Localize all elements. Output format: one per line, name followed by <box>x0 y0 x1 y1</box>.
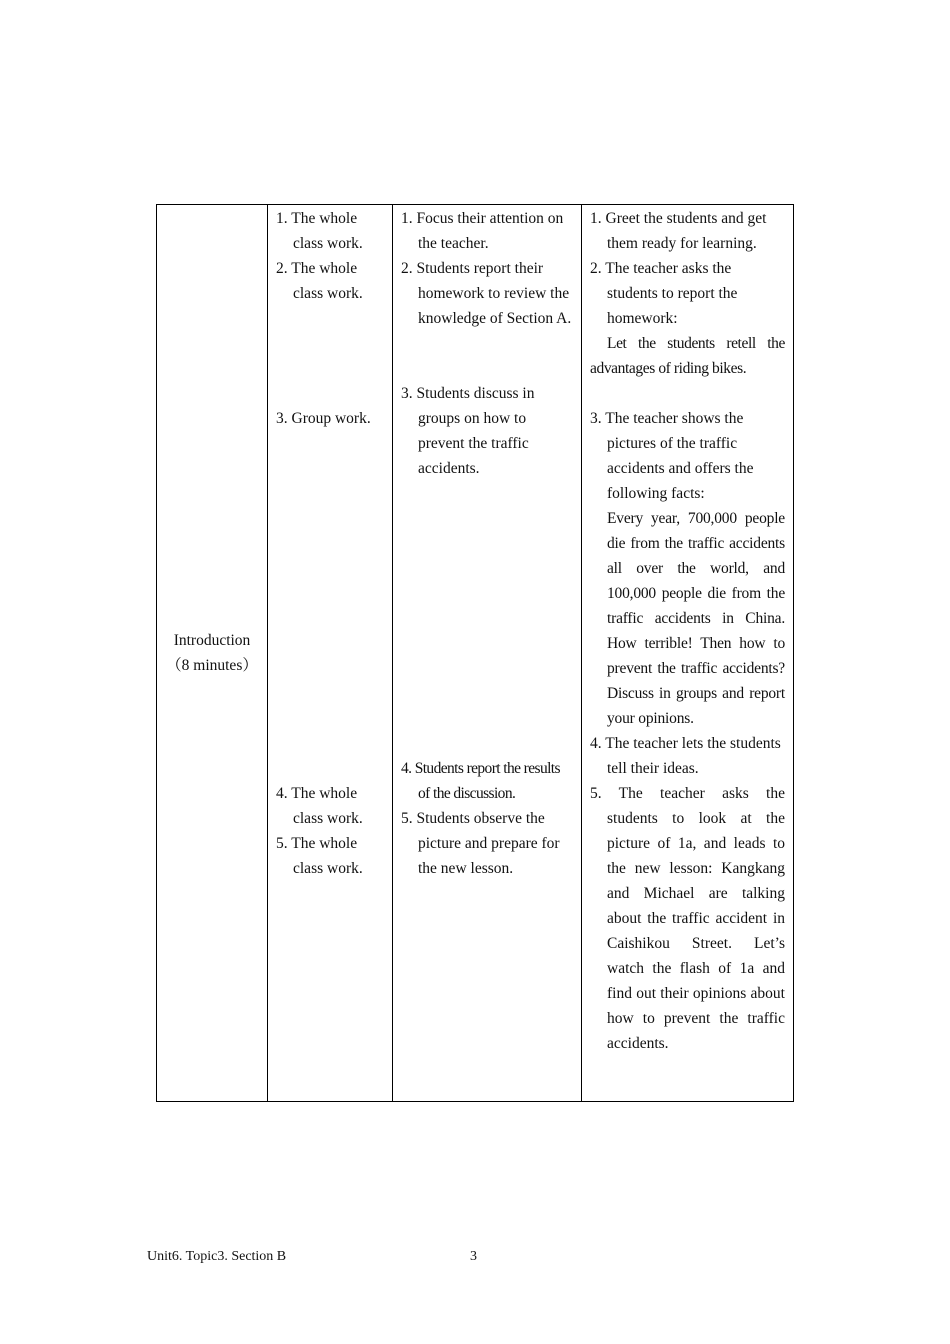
stage-duration: （8 minutes） <box>166 657 258 674</box>
student-item-3: 3. Students discuss in groups on how to prevent the traffic accidents. <box>401 385 535 477</box>
student-activity-cell <box>393 205 582 1102</box>
teacher-item-2-detail: Let the students retell the advantages of riding bikes. <box>590 335 785 377</box>
form-item-5: 5. The whole class work. <box>276 835 363 877</box>
student-item-4: 4. Students report the results of the discussion. <box>401 760 560 802</box>
table-row <box>157 205 794 1102</box>
student-item-5: 5. Students observe the picture and prepare for the new lesson. <box>401 810 560 877</box>
teacher-item-3-detail: Every year, 700,000 people die from the traffic accidents all over the world, and 100,000 people die from the traffic accidents in China. How terrible! Then how to prevent the traffic accidents? Discuss in groups and report your opinions. <box>607 510 785 727</box>
stage-cell <box>157 205 268 1102</box>
teacher-item-4: 4. The teacher lets the students tell their ideas. <box>590 735 781 777</box>
form-cell <box>268 205 393 1102</box>
lesson-plan-table <box>156 204 794 1102</box>
form-item-4: 4. The whole class work. <box>276 785 363 827</box>
form-item-1: 1. The whole class work. <box>276 210 363 252</box>
teacher-item-2: 2. The teacher asks the students to report the homework: <box>590 260 738 327</box>
footer-section-label: Unit6. Topic3. Section B <box>147 1249 287 1264</box>
student-item-1: 1. Focus their attention on the teacher. <box>401 210 564 252</box>
page-number: 3 <box>470 1249 477 1264</box>
teacher-item-1: 1. Greet the students and get them ready for learning. <box>590 210 767 252</box>
teacher-item-5: 5. The teacher asks the students to look at the picture of 1a, and leads to the new lesson: Kangkang and Michael are talking about the traffic accident in Caishikou Street. Let’s watch the flash of 1a and find out their opinions about how to prevent the traffic accidents. <box>590 785 785 1052</box>
teacher-activity-cell <box>582 205 794 1102</box>
form-item-3: 3. Group work. <box>276 410 371 427</box>
stage-name: Introduction <box>173 632 251 649</box>
student-item-2: 2. Students report their homework to review the knowledge of Section A. <box>401 260 572 327</box>
form-item-2: 2. The whole class work. <box>276 260 363 302</box>
teacher-item-3: 3. The teacher shows the pictures of the traffic accidents and offers the following facts: <box>590 410 754 502</box>
